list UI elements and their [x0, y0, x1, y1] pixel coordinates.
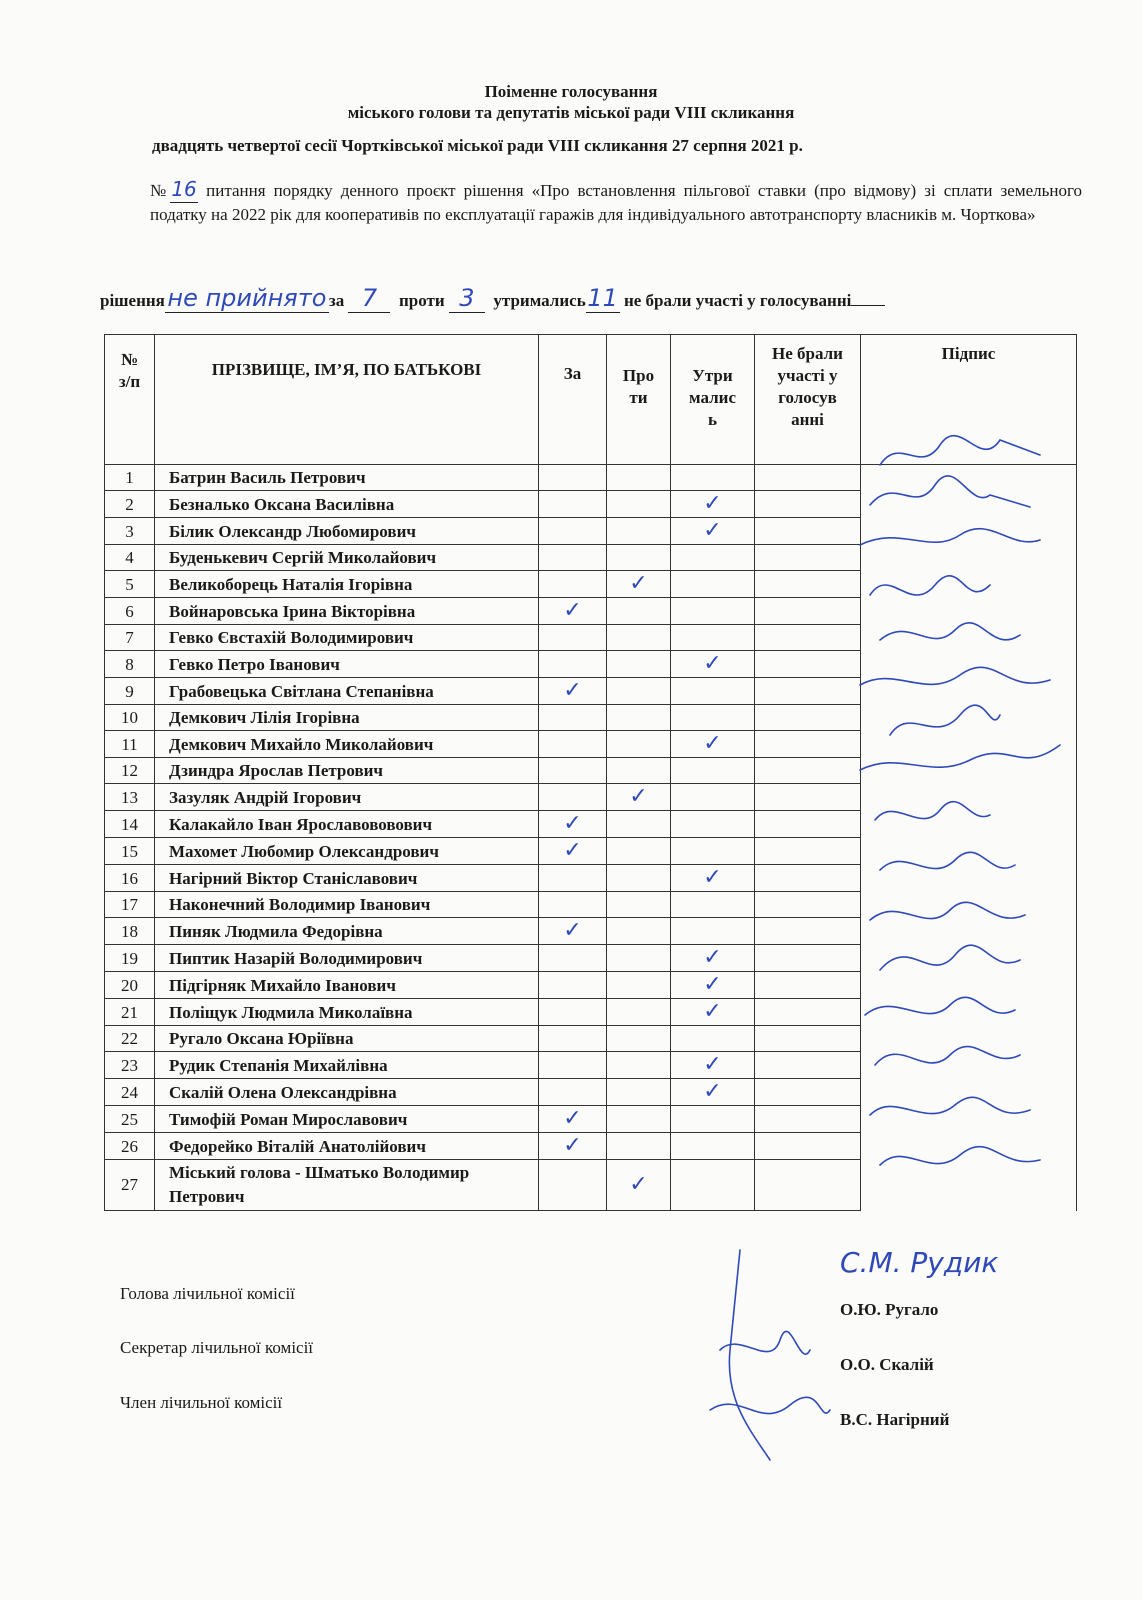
proty-value: 3: [459, 284, 475, 312]
row-number: 2: [105, 491, 155, 518]
vote-cell-ne-braly: [755, 918, 861, 945]
col-header-signature: Підпис: [861, 335, 1077, 465]
vote-cell-utrymalys: [671, 1079, 755, 1106]
vote-checkmark: ✓: [629, 571, 648, 596]
vote-cell-utrymalys: [671, 625, 755, 651]
table-row: [105, 625, 1077, 651]
row-name: Міський голова - Шматько Володимир Петрович: [155, 1160, 539, 1211]
vote-cell-ne-braly: [755, 1133, 861, 1160]
vote-checkmark: ✓: [563, 838, 582, 863]
row-number: 22: [105, 1026, 155, 1052]
vote-cell-utrymalys: [671, 651, 755, 678]
table-row: [105, 784, 1077, 811]
vote-cell-za: [539, 1160, 607, 1211]
row-name: Великоборець Наталія Ігорівна: [155, 571, 539, 598]
vote-cell-proty: [607, 1160, 671, 1211]
row-number: 9: [105, 678, 155, 705]
vote-cell-za: [539, 491, 607, 518]
ne-braly-label: не брали участі у голосуванні: [623, 291, 852, 310]
row-name: Нагірний Віктор Станіславович: [155, 865, 539, 892]
row-name: Наконечний Володимир Іванович: [155, 892, 539, 918]
table-row: [105, 731, 1077, 758]
vote-cell-proty: [607, 945, 671, 972]
vote-cell-proty: [607, 918, 671, 945]
vote-cell-proty: [607, 705, 671, 731]
table-row: [105, 705, 1077, 731]
vote-cell-ne-braly: [755, 945, 861, 972]
decision-value: не прийнято: [167, 284, 327, 312]
signature-cell: [861, 678, 1077, 705]
question-text: питання порядку денного проєкт рішення «Про встановлення пільгової ставки (про відмову) зі сплати земельного податку на 2022 рік для кооперативів по експлуатації гаражів для індивідуального автотранспорту власників м. Чорткова»: [150, 181, 1083, 224]
vote-cell-ne-braly: [755, 598, 861, 625]
vote-cell-utrymalys: [671, 758, 755, 784]
vote-cell-proty: [607, 1079, 671, 1106]
vote-cell-za: [539, 918, 607, 945]
za-value: 7: [361, 284, 378, 312]
member-name: В.С. Нагірний: [840, 1410, 950, 1429]
vote-cell-utrymalys: [671, 999, 755, 1026]
chair-name: О.Ю. Ругало: [840, 1300, 939, 1319]
table-row: [105, 1026, 1077, 1052]
row-number: 6: [105, 598, 155, 625]
secretary-role: Секретар лічильної комісії: [120, 1338, 314, 1357]
vote-cell-za: [539, 571, 607, 598]
vote-cell-utrymalys: [671, 1026, 755, 1052]
vote-cell-utrymalys: [671, 491, 755, 518]
signature-cell: [861, 918, 1077, 945]
vote-checkmark: ✓: [703, 491, 722, 516]
vote-checkmark: ✓: [563, 598, 582, 623]
vote-cell-ne-braly: [755, 1160, 861, 1211]
table-row: [105, 999, 1077, 1026]
vote-checkmark: ✓: [563, 1133, 582, 1158]
signature-cell: [861, 1079, 1077, 1106]
vote-cell-za: [539, 1133, 607, 1160]
row-name: Гевко Петро Іванович: [155, 651, 539, 678]
question-number-value: 16: [171, 177, 197, 201]
row-name: Пиптик Назарій Володимирович: [155, 945, 539, 972]
row-number: 14: [105, 811, 155, 838]
signature-cell: [861, 625, 1077, 651]
col-header-za: За: [539, 335, 607, 465]
vote-cell-za: [539, 705, 607, 731]
signature-cell: [861, 838, 1077, 865]
table-row: [105, 651, 1077, 678]
vote-checkmark: ✓: [703, 945, 722, 970]
col-header-ne-braly: Не брали участі у голосув анні: [755, 335, 861, 465]
chair-role: Голова лічильної комісії: [120, 1284, 295, 1303]
table-row: [105, 918, 1077, 945]
vote-cell-proty: [607, 1106, 671, 1133]
vote-cell-proty: [607, 758, 671, 784]
row-number: 15: [105, 838, 155, 865]
vote-cell-proty: [607, 838, 671, 865]
vote-cell-za: [539, 865, 607, 892]
title-line-3: двадцять четвертої сесії Чортківської міської ради VIII скликання 27 серпня 2021 р.: [152, 136, 803, 155]
col-header-proty: Про ти: [607, 335, 671, 465]
vote-cell-utrymalys: [671, 838, 755, 865]
table-row: [105, 1133, 1077, 1160]
za-label: за: [328, 291, 345, 310]
vote-cell-za: [539, 1026, 607, 1052]
signature-cell: [861, 811, 1077, 838]
signature-cell: [861, 545, 1077, 571]
vote-checkmark: ✓: [703, 865, 722, 890]
row-name: Демкович Михайло Миколайович: [155, 731, 539, 758]
signature-cell: [861, 705, 1077, 731]
vote-cell-za: [539, 758, 607, 784]
vote-cell-za: [539, 545, 607, 571]
utrymalys-field: [586, 284, 620, 313]
table-row: [105, 1160, 1077, 1211]
vote-cell-utrymalys: [671, 1133, 755, 1160]
table-row: [105, 838, 1077, 865]
table-row: [105, 758, 1077, 784]
vote-checkmark: ✓: [629, 1171, 648, 1197]
row-number: 10: [105, 705, 155, 731]
row-number: 21: [105, 999, 155, 1026]
vote-cell-utrymalys: [671, 1160, 755, 1211]
roll-call-table: [104, 334, 1077, 1211]
vote-cell-za: [539, 678, 607, 705]
signature-cell: [861, 571, 1077, 598]
vote-cell-ne-braly: [755, 651, 861, 678]
row-name: Грабовецька Світлана Степанівна: [155, 678, 539, 705]
vote-cell-za: [539, 999, 607, 1026]
vote-cell-utrymalys: [671, 705, 755, 731]
vote-cell-utrymalys: [671, 465, 755, 491]
vote-cell-za: [539, 1079, 607, 1106]
vote-checkmark: ✓: [703, 731, 722, 756]
row-number: 4: [105, 545, 155, 571]
vote-checkmark: ✓: [629, 784, 648, 809]
vote-cell-proty: [607, 865, 671, 892]
table-row: [105, 811, 1077, 838]
vote-cell-ne-braly: [755, 491, 861, 518]
vote-checkmark: ✓: [703, 1079, 722, 1104]
row-number: 12: [105, 758, 155, 784]
table-row: [105, 571, 1077, 598]
row-number: 26: [105, 1133, 155, 1160]
vote-cell-proty: [607, 731, 671, 758]
row-name: Махомет Любомир Олександрович: [155, 838, 539, 865]
vote-cell-proty: [607, 651, 671, 678]
table-row: [105, 491, 1077, 518]
table-row: [105, 518, 1077, 545]
vote-cell-za: [539, 625, 607, 651]
table-row: [105, 1079, 1077, 1106]
vote-cell-proty: [607, 518, 671, 545]
vote-cell-ne-braly: [755, 1079, 861, 1106]
proty-label: проти: [398, 291, 445, 310]
row-name: Білик Олександр Любомирович: [155, 518, 539, 545]
row-name: Калакайло Іван Ярославововович: [155, 811, 539, 838]
signature-cell: [861, 651, 1077, 678]
table-row: [105, 945, 1077, 972]
row-name: Буденькевич Сергій Миколайович: [155, 545, 539, 571]
vote-cell-proty: [607, 571, 671, 598]
vote-cell-utrymalys: [671, 545, 755, 571]
row-name: Войнаровська Ірина Вікторівна: [155, 598, 539, 625]
vote-cell-proty: [607, 598, 671, 625]
vote-cell-ne-braly: [755, 865, 861, 892]
row-number: 25: [105, 1106, 155, 1133]
vote-cell-ne-braly: [755, 999, 861, 1026]
vote-cell-utrymalys: [671, 811, 755, 838]
vote-cell-utrymalys: [671, 731, 755, 758]
vote-cell-ne-braly: [755, 784, 861, 811]
vote-cell-utrymalys: [671, 865, 755, 892]
row-number: 19: [105, 945, 155, 972]
vote-checkmark: ✓: [703, 999, 722, 1024]
vote-cell-za: [539, 518, 607, 545]
row-name: Гевко Євстахій Володимирович: [155, 625, 539, 651]
vote-cell-za: [539, 731, 607, 758]
row-number: 18: [105, 918, 155, 945]
row-name: Скалій Олена Олександрівна: [155, 1079, 539, 1106]
vote-cell-ne-braly: [755, 811, 861, 838]
col-header-no: № з/п: [105, 335, 155, 465]
vote-cell-za: [539, 1106, 607, 1133]
signature-cell: [861, 518, 1077, 545]
row-name: Безналько Оксана Василівна: [155, 491, 539, 518]
vote-cell-proty: [607, 625, 671, 651]
vote-checkmark: ✓: [703, 518, 722, 543]
vote-cell-utrymalys: [671, 1106, 755, 1133]
row-name: Зазуляк Андрій Ігорович: [155, 784, 539, 811]
signature-cell: [861, 1106, 1077, 1133]
vote-cell-utrymalys: [671, 1052, 755, 1079]
vote-cell-ne-braly: [755, 972, 861, 999]
row-number: 3: [105, 518, 155, 545]
row-number: 1: [105, 465, 155, 491]
vote-cell-utrymalys: [671, 678, 755, 705]
utrymalys-value: 11: [587, 284, 618, 312]
roll-call-rows: [105, 465, 1077, 1211]
signature-cell: [861, 1052, 1077, 1079]
vote-cell-ne-braly: [755, 518, 861, 545]
row-number: 13: [105, 784, 155, 811]
row-number: 17: [105, 892, 155, 918]
table-row: [105, 545, 1077, 571]
vote-cell-za: [539, 838, 607, 865]
vote-cell-ne-braly: [755, 731, 861, 758]
vote-cell-proty: [607, 1133, 671, 1160]
vote-cell-proty: [607, 1026, 671, 1052]
signature-cell: [861, 1026, 1077, 1052]
vote-cell-utrymalys: [671, 598, 755, 625]
row-name: Тимофій Роман Мирославович: [155, 1106, 539, 1133]
signature-cell: [861, 972, 1077, 999]
table-row: [105, 865, 1077, 892]
row-number: 24: [105, 1079, 155, 1106]
question-number-field: [170, 178, 198, 203]
vote-cell-za: [539, 892, 607, 918]
vote-cell-proty: [607, 784, 671, 811]
row-name: Підгірняк Михайло Іванович: [155, 972, 539, 999]
signature-cell: [861, 945, 1077, 972]
vote-cell-za: [539, 1052, 607, 1079]
vote-cell-proty: [607, 892, 671, 918]
vote-checkmark: ✓: [563, 811, 582, 836]
vote-checkmark: ✓: [703, 972, 722, 997]
signature-cell: [861, 784, 1077, 811]
row-number: 11: [105, 731, 155, 758]
row-name: Батрин Василь Петрович: [155, 465, 539, 491]
vote-cell-utrymalys: [671, 918, 755, 945]
row-name: Поліщук Людмила Миколаївна: [155, 999, 539, 1026]
vote-cell-ne-braly: [755, 1106, 861, 1133]
row-number: 27: [105, 1160, 155, 1211]
vote-cell-ne-braly: [755, 758, 861, 784]
vote-cell-za: [539, 784, 607, 811]
row-number: 8: [105, 651, 155, 678]
row-number: 23: [105, 1052, 155, 1079]
row-name: Рудик Степанія Михайлівна: [155, 1052, 539, 1079]
vote-cell-za: [539, 651, 607, 678]
vote-cell-ne-braly: [755, 465, 861, 491]
table-row: [105, 1052, 1077, 1079]
vote-cell-utrymalys: [671, 571, 755, 598]
za-field: [348, 284, 390, 313]
signature-cell: [861, 758, 1077, 784]
vote-cell-proty: [607, 1052, 671, 1079]
table-row: [105, 678, 1077, 705]
vote-cell-proty: [607, 999, 671, 1026]
signature-cell: [861, 465, 1077, 491]
proty-field: [449, 284, 485, 313]
vote-cell-utrymalys: [671, 892, 755, 918]
vote-checkmark: ✓: [563, 918, 582, 943]
vote-cell-za: [539, 945, 607, 972]
vote-cell-ne-braly: [755, 705, 861, 731]
vote-cell-utrymalys: [671, 972, 755, 999]
signature-cell: [861, 731, 1077, 758]
vote-cell-proty: [607, 678, 671, 705]
title-line-1: Поіменне голосування: [484, 82, 658, 101]
vote-cell-ne-braly: [755, 1026, 861, 1052]
decision-label: рішення: [100, 291, 165, 310]
col-header-utrymalys: Утри малис ь: [671, 335, 755, 465]
signature-cell: [861, 1160, 1077, 1211]
table-row: [105, 1106, 1077, 1133]
commission-handwritten-note: С.М. Рудик: [840, 1246, 999, 1279]
vote-cell-utrymalys: [671, 518, 755, 545]
col-header-name: ПРІЗВИЩЕ, ІМ’Я, ПО БАТЬКОВІ: [155, 335, 539, 465]
vote-cell-za: [539, 811, 607, 838]
row-name: Федорейко Віталій Анатолійович: [155, 1133, 539, 1160]
utrymalys-label: утримались: [493, 291, 586, 310]
secretary-name: О.О. Скалій: [840, 1355, 934, 1374]
vote-cell-za: [539, 972, 607, 999]
vote-cell-utrymalys: [671, 784, 755, 811]
decision-summary: [100, 284, 1090, 313]
row-name: Ругало Оксана Юріївна: [155, 1026, 539, 1052]
vote-cell-ne-braly: [755, 571, 861, 598]
signature-cell: [861, 491, 1077, 518]
signature-cell: [861, 1133, 1077, 1160]
vote-cell-ne-braly: [755, 1052, 861, 1079]
row-name: Демкович Лілія Ігорівна: [155, 705, 539, 731]
table-row: [105, 465, 1077, 491]
title-line-2: міського голови та депутатів міської ради VIII скликання: [347, 103, 795, 122]
row-number: 16: [105, 865, 155, 892]
vote-cell-utrymalys: [671, 945, 755, 972]
vote-checkmark: ✓: [703, 651, 722, 676]
vote-cell-proty: [607, 811, 671, 838]
vote-cell-za: [539, 465, 607, 491]
row-number: 20: [105, 972, 155, 999]
row-name: Пиняк Людмила Федорівна: [155, 918, 539, 945]
row-number: 5: [105, 571, 155, 598]
question-number-label: №: [150, 181, 171, 200]
signature-cell: [861, 865, 1077, 892]
vote-cell-proty: [607, 465, 671, 491]
row-number: 7: [105, 625, 155, 651]
vote-cell-ne-braly: [755, 892, 861, 918]
ne-braly-field: [851, 305, 885, 306]
vote-cell-ne-braly: [755, 625, 861, 651]
vote-cell-proty: [607, 545, 671, 571]
vote-checkmark: ✓: [703, 1052, 722, 1077]
signature-cell: [861, 598, 1077, 625]
vote-cell-za: [539, 598, 607, 625]
vote-checkmark: ✓: [563, 678, 582, 703]
table-row: [105, 892, 1077, 918]
table-row: [105, 598, 1077, 625]
vote-cell-ne-braly: [755, 838, 861, 865]
vote-cell-ne-braly: [755, 678, 861, 705]
member-role: Член лічильної комісії: [120, 1393, 283, 1412]
row-name: Дзиндра Ярослав Петрович: [155, 758, 539, 784]
vote-checkmark: ✓: [563, 1106, 582, 1131]
table-row: [105, 972, 1077, 999]
decision-field: [165, 284, 329, 313]
vote-cell-proty: [607, 972, 671, 999]
agenda-question: [150, 178, 1082, 226]
vote-cell-proty: [607, 491, 671, 518]
vote-cell-ne-braly: [755, 545, 861, 571]
signature-cell: [861, 892, 1077, 918]
signature-cell: [861, 999, 1077, 1026]
